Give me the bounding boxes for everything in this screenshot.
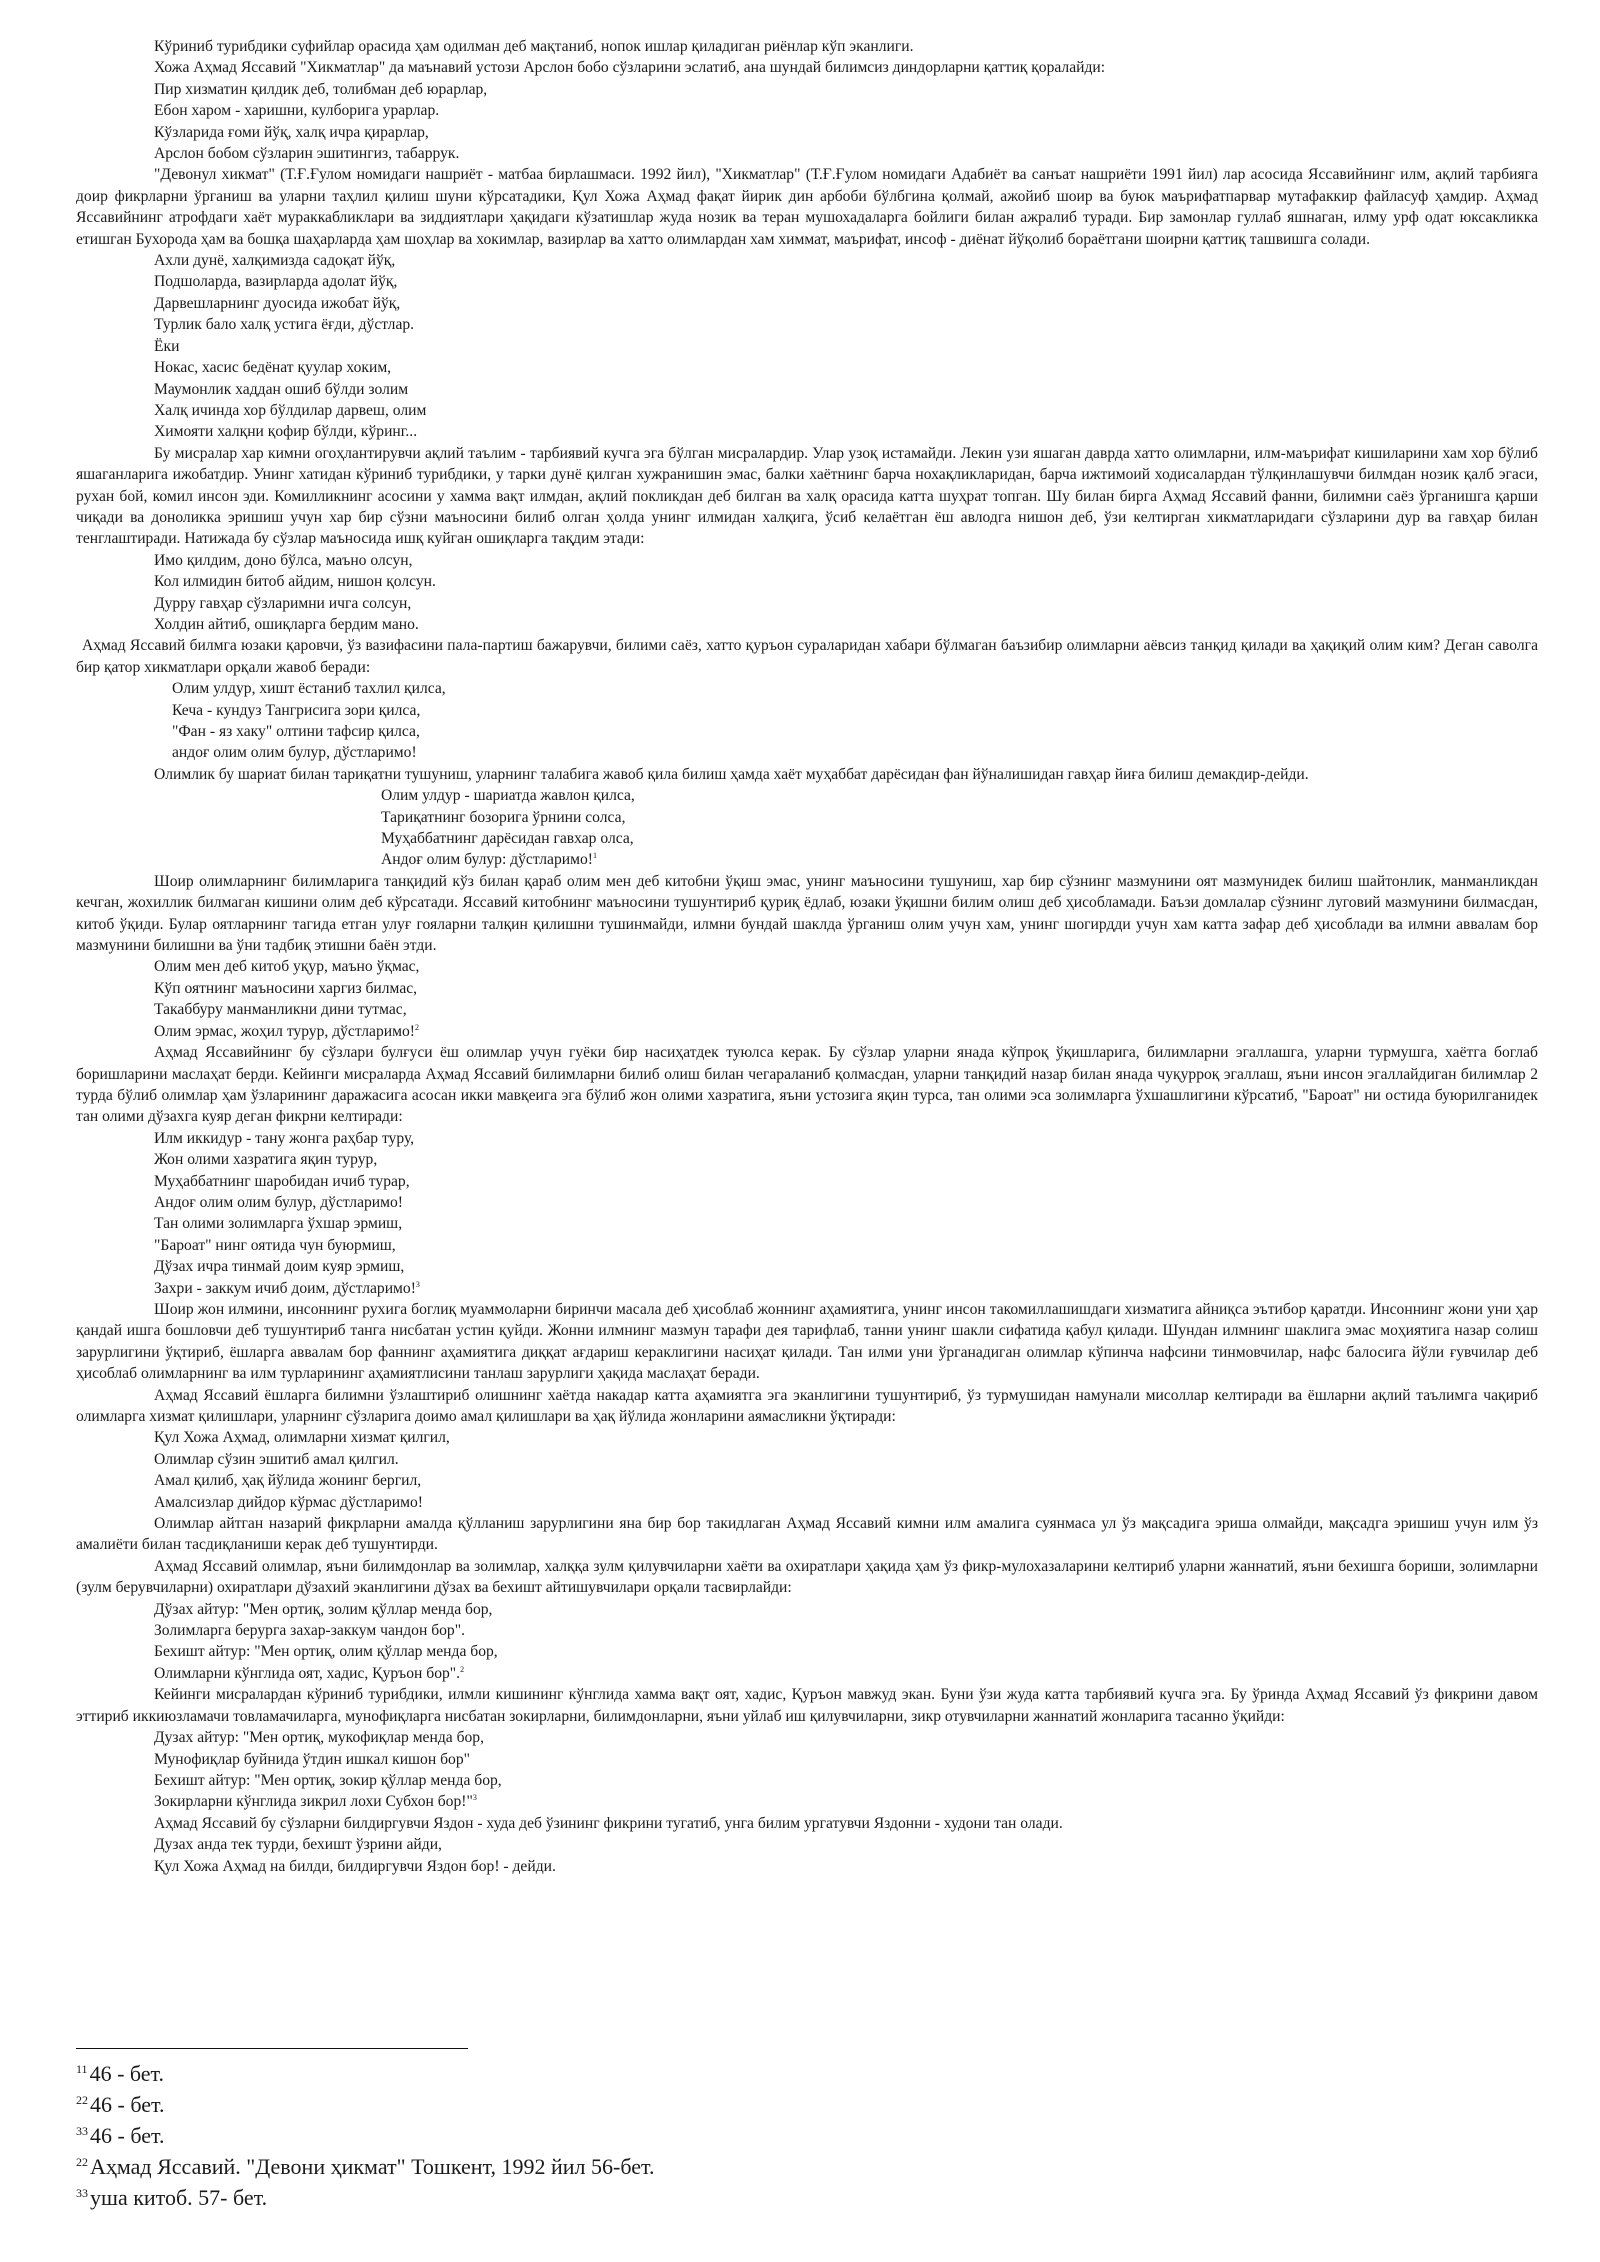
verse-line [154,1599,1538,1620]
footnote [76,2089,1076,2120]
verse-line [154,1171,1538,1192]
verse-line [154,314,1538,335]
verse-line-text: Қул Хожа Аҳмад на билди, билдиргувчи Яздон бор! - дейди. [154,1857,556,1875]
verse-line-text: Ебон харом - харишни, кулборига урарлар. [154,102,440,120]
verse-line [154,293,1538,314]
verse-line-text: Жон олими хазратига яқин турур, [154,1151,378,1169]
verse-line [154,79,1538,100]
verse-line [154,1470,1538,1491]
paragraph: Хожа Аҳмад Яссавий "Хикматлар" да маънавий устози Арслон бобо сўзларини эслатиб, ана шундай билимсиз диндорларни қаттиқ қоралайди: [154,59,1106,77]
verse-line-text: Дурру гавҳар сўзларимни ичга солсун, [154,594,412,612]
verse-line-text: Қул Хожа Аҳмад, олимларни хизмат қилгил, [154,1429,450,1447]
paragraph: Аҳмад Яссавий бу сўзларни билдиргувчи Яздон - худа деб ўзининг фикрини тугатиб, унга билим ургатувчи Яздонни - худони тан олади. [154,1814,1063,1832]
paragraph: Шоир жон илмини, инсоннинг рухига боглиқ муаммоларни биринчи масала деб ҳисоблаб жоннинг аҳамиятига, унинг инсон такомиллашишдаги хизматига айниқса эътибор қаратди. Инсоннинг жони уни ҳар қандай ишга бошловчи деб тушунтириб танга нисбатан устин қуйди. Жонни илмнинг мазмун тарафи дея тарифлаб, танни унинг шакли сифатида қабул қилади. Шундан илмнинг шаклига эмас моҳиятига назар солиш зарурлигини ўқтириб, ёшларга аввалам бор фаннинг аҳамиятига диққат ағдариш кераклигини насиҳат қилади. Тан илми уни ўрганадиган олимлар кўпинча нафсини тинмовчилар, нафс балосига йўли ғувчилар деб ҳисоблаб олимларнинг ва илм турларининг аҳамиятлисини танлаш зарурлиги ҳақида маслаҳат беради. [76,1300,1538,1383]
verse-line [154,1663,1538,1684]
verse-block [76,1128,1538,1299]
footnote [76,2182,1076,2213]
verse-line [154,1149,1538,1170]
paragraph: Олимлик бу шариат билан тариқатни тушуниш, уларнинг талабига жавоб қила билиш ҳамда хаёт муҳаббат дарёсидан фан йўналишидан гавҳар йиға билиш демакдир-дейди. [154,765,1309,783]
verse-line-text: Ёки [154,337,180,355]
verse-block [76,1727,1538,1813]
paragraph: Аҳмад Яссавий ёшларга билимни ўзлаштириб олишнинг хаётда накадар катта аҳамиятга эга эканлигини тушунтириб, ўз турмушидан намунали мисоллар келтиради ва ёшларни ақлий таълимга чақириб олимларга хизмат қилишлари, уларнинг сўзларига доимо амал қилишлари ва ҳақ йўлида жонларини аямасликни ўқтиради: [76,1386,1538,1425]
verse-line-text: Андоғ олим булур: дўстларимо! [381,851,593,869]
paragraph: Кейинги мисралардан кўриниб турибдики, илмли кишининг кўнглида хамма вақт оят, хадис, Қуръон мавжуд экан. Буни ўзи жуда катта тарбиявий кучга эга. Бу ўринда Аҳмад Яссавий ўз фикрини давом эттириб иккиюзламачи товламачиларга, мунофиқларга нисбатан зокирларни, билимдонларни, яъни уйлаб иш қилувчиларни, зикр отувчиларни жаннатий жонларига тасанно ўқийди: [76,1686,1538,1725]
verse-line-text: андоғ олим олим булур, дўстларимо! [172,744,417,762]
footnote-ref[interactable]: 2 [460,1664,465,1674]
footnote [76,2151,1076,2182]
verse-line-text: Дузах анда тек турди, бехишт ўзрини айди, [154,1836,442,1854]
verse-line-text: Олим улдур - шариатда жавлон қилса, [381,787,635,805]
verse-line [381,785,1538,806]
verse-line [154,1492,1538,1513]
verse-line-text: Химояти халқни қофир бўлди, кўринг... [154,423,418,441]
verse-line [154,1834,1538,1855]
verse-line-text: Кўп оятнинг маъносини харгиз билмас, [154,979,418,997]
footnote-text: Аҳмад Яссавий. "Девони ҳикмат" Тошкент, 1992 йил 56-бет. [90,2154,655,2179]
verse-line [154,1427,1538,1448]
verse-line [172,721,1538,742]
verse-line [154,1021,1538,1042]
verse-line [172,678,1538,699]
verse-line-text: Имо қилдим, доно бўлса, маъно олсун, [154,551,413,569]
verse-line-text: Турлик бало халқ устига ёғди, дўстлар. [154,316,415,334]
verse-line-text: Кўзларида ғоми йўқ, халқ ичра қирарлар, [154,123,429,141]
verse-line [154,593,1538,614]
verse-block [76,250,1538,443]
verse-line-text: Илм иккидур - тану жонга раҳбар туру, [154,1129,415,1147]
verse-block [76,1427,1538,1513]
verse-line [154,1749,1538,1770]
verse-line-text: Маумонлик хаддан ошиб бўлди золим [154,380,409,398]
verse-line [154,400,1538,421]
footnote-ref[interactable]: 1 [592,851,597,861]
verse-line-text: Такаббуру манманликни дини тутмас, [154,1001,407,1019]
verse-block [76,1834,1538,1877]
paragraph: Бу мисралар хар кимни огоҳлантирувчи ақлий таълим - тарбиявий кучга эга бўлган мисралардир. Улар узоқ истамайди. Лекин узи яшаган даврда хатто олимларни, илм-маърифат кишиларини хам хор бўлиб яшаганларига ижобатдир. Унинг хатидан кўриниб турибдики, у тарки дунё қилган хужранишин эмас, балки хаётнинг барча нохақликларидан, барча ижтимоий ходисалардан тўлқинлашувчи билмдан нозик қалб эгаси, рухан бой, комил инсон эди. Комилликнинг асосини у хамма вақт илмдан, ақлий покликдан деб билган ва халқ орасида катта шуҳрат топган. Шу билан бирга Аҳмад Яссавий фанни, билимни саёз ўрганишга қарши чиқади ва доноликка эришиш учун хар бир сўзни маъносини билиб олган ҳолда унинг илмидан халқига, ўсиб келаётган ёш авлодга нишон деб, ўзи келтирган хикматларидаги сўзларини дур ва гавҳар билан тенглаштиради. Натижада бу сўзлар маъносида ишқ куйган ошиқларга тақдим этади: [76,444,1538,548]
footnote [76,2058,1076,2089]
verse-line [381,828,1538,849]
verse-line-text: Бехишт айтур: "Мен ортиқ, зокир қўллар менда бор, [154,1771,502,1789]
verse-line [154,1235,1538,1256]
footnotes [76,2058,1076,2213]
verse-block [76,785,1538,871]
paragraph: Аҳмад Яссавий олимлар, яъни билимдонлар ва золимлар, халққа зулм қилувчиларни хаёти ва охиратлари ҳақида ҳам ўз фикр-мулохазаларини келтириб уларни жаннатий, яъни бехишга бориши, золимларни (зулм берувчиларни) охиратлари дўзахий эканлигини дўзах ва бехишт айтишувчилари орқали тасвирлайди: [76,1557,1538,1597]
footnote-mark: 22 [76,2154,88,2169]
verse-line [154,271,1538,292]
footnote-mark: 33 [76,2123,88,2138]
verse-line-text: Бехишт айтур: "Мен ортиқ, олим қўллар менда бор, [154,1643,498,1661]
verse-line-text: Дўзах ичра тинмай доим куяр эрмиш, [154,1258,405,1276]
verse-line-text: Пир хизматин қилдик деб, толибман деб юрарлар, [154,80,488,98]
verse-line [154,1856,1538,1877]
footnote-ref[interactable]: 3 [415,1279,420,1289]
verse-line-text: Олим улдур, хишт ёстаниб тахлил қилса, [172,680,446,698]
verse-line [154,100,1538,121]
verse-line [154,1213,1538,1234]
verse-line [154,978,1538,999]
verse-line-text: Дўзах айтур: "Мен ортиқ, золим қўллар менда бор, [154,1600,493,1618]
verse-block [76,550,1538,636]
verse-line [154,143,1538,164]
document-page [76,36,1538,1877]
verse-line [154,1641,1538,1662]
verse-line [154,250,1538,271]
verse-block [76,956,1538,1042]
footnote-text: 46 - бет. [90,2092,165,2117]
footnote-text: 46 - бет. [89,2061,165,2086]
verse-line [172,700,1538,721]
verse-line-text: Халқ ичинда хор бўлдилар дарвеш, олим [154,401,427,419]
verse-block [76,678,1538,764]
verse-line [154,1791,1538,1812]
verse-line [154,614,1538,635]
footnote-separator [76,2048,468,2049]
paragraph: Шоир олимларнинг билимларига танқидий кўз билан қараб олим мен деб китобни ўқиш эмас, унинг маъносини тушуниш, хар бир сўзнинг мазмунини оят мазмунидек билиш шайтонлик, манманликдан кечган, жохиллик билмаган кишини олим деб кўрсатади. Яссавий китобнинг маъносини тушунтириб қуриқ ёдлаб, юзаки ўқишни билим олиш деб ҳисобламади. Баъзи домлалар сўзнинг луговий мазмунини билмасдан, китоб ўқиди. Булар оятларнинг тагида етган улуғ гояларни талқин қилишни тушинмайди, илмни бундай шаклда ўрганиш олим учун хам, унинг шогирдди учун хам катта зафар деб ҳисоблади ва илмни аввалам бор мазмунини билишни ва ўни тадбиқ этишни баён этди. [76,872,1538,955]
verse-line [154,956,1538,977]
verse-line [154,1770,1538,1791]
verse-line [154,336,1538,357]
verse-line-text: "Бароат" нинг оятида чун буюрмиш, [154,1236,396,1254]
verse-line [154,1278,1538,1299]
verse-line-text: Кол илмидин битоб айдим, нишон қолсун. [154,573,436,591]
verse-line [154,379,1538,400]
verse-line-text: Дузах айтур: "Мен ортиқ, мукофиқлар менда бор, [154,1729,485,1747]
verse-line [154,421,1538,442]
footnote-text: уша китоб. 57- бет. [90,2185,268,2210]
verse-line-text: Олим мен деб китоб уқур, маъно ўқмас, [154,958,420,976]
verse-line [154,357,1538,378]
verse-line-text: Андоғ олим олим булур, дўстларимо! [154,1193,404,1211]
verse-line [154,1256,1538,1277]
verse-line-text: Ахли дунё, халқимизда садоқат йўқ, [154,252,396,270]
verse-line-text: Дарвешларнинг дуосида ижобат йўқ, [154,294,401,312]
verse-line [154,999,1538,1020]
verse-line [154,1449,1538,1470]
footnote-ref[interactable]: 2 [414,1022,419,1032]
footnote-mark: 11 [76,2061,88,2076]
footnote-ref[interactable]: 3 [472,1793,477,1803]
verse-line-text: Кеча - кундуз Тангрисига зори қилса, [172,701,421,719]
verse-block [76,1599,1538,1685]
verse-line [381,849,1538,870]
verse-line-text: Подшоларда, вазирларда адолат йўқ, [154,273,398,291]
verse-line-text: Тариқатнинг бозорига ўрнини солса, [381,808,626,826]
verse-line [154,1192,1538,1213]
paragraph: Аҳмад Яссавийнинг бу сўзлари булғуси ёш олимлар учун гуёки бир насиҳатдек туюлса керак. Бу сўзлар уларни янада кўпроқ ўқишларига, билимларни эгаллашга, уларни турмушга, хаётга боглаб боришларини маслаҳат берди. Кейинги мисраларда Аҳмад Яссавий билимларни билиб олиш билан чегараланиб қолмасдан, уларни танқидий назар билан янада чуқурроқ эгаллаш, яъни инсон эгаллайдиган билимлар 2 турда бўлиб олимлар ҳам ўзларининг даражасига асосан икки мавқеига эга бўлиб жон олими хазратига, яъни устозига яқин турса, тан олими эса золимларга ўхшашлигини кўрсатиб, "Бароат" ни остида буюрилганидек тан олими дўзахга куяр деган фикрни келтиради: [76,1044,1538,1126]
verse-line-text: Амалсизлар дийдор кўрмас дўстларимо! [154,1493,423,1511]
footnote-mark: 33 [76,2185,88,2200]
verse-line [154,550,1538,571]
verse-line [154,1727,1538,1748]
verse-line-text: Арслон бобом сўзларин эшитингиз, табаррук. [154,145,460,163]
verse-block [76,79,1538,165]
verse-line-text: Нокас, хасис бедёнат қуулар хоким, [154,359,392,377]
footnote-mark: 22 [76,2092,88,2107]
verse-line-text: Захри - заккум ичиб доим, дўстларимо! [154,1279,416,1297]
verse-line [154,571,1538,592]
verse-line-text: Муҳаббатнинг дарёсидан гавхар олса, [381,830,634,848]
verse-line-text: Амал қилиб, ҳақ йўлида жонинг бергил, [154,1472,422,1490]
verse-line [381,807,1538,828]
verse-line [154,122,1538,143]
verse-line-text: Тан олими золимларга ўхшар эрмиш, [154,1215,403,1233]
verse-line-text: Зокирларни кўнглида зикрил лохи Субхон бор!" [154,1793,473,1811]
verse-line-text: Муҳаббатнинг шаробидан ичиб турар, [154,1172,410,1190]
verse-line-text: Холдин айтиб, ошиқларга бердим мано. [154,615,419,633]
verse-line-text: Олим эрмас, жоҳил турур, дўстларимо! [154,1022,415,1040]
footnote [76,2120,1076,2151]
paragraph: Аҳмад Яссавий билмга юзаки қаровчи, ўз вазифасини пала-партиш бажарувчи, билими саёз, хатто қуръон сураларидан хабари бўлмаган баъзибир олимларни аёвсиз танқид қилади ва ҳақиқий олим ким? Деган саволга бир қатор хикматлари орқали жавоб беради: [76,637,1538,676]
verse-line-text: Золимларга берурга захар-заккум чандон бор". [154,1622,465,1640]
verse-line-text: Олимларни кўнглида оят, хадис, Қуръон бор". [154,1664,461,1682]
paragraph: Кўриниб турибдики суфийлар орасида ҳам одилман деб мақтаниб, нопок ишлар қиладиган риёнлар кўп эканлиги. [154,38,914,55]
verse-line-text: Олимлар сўзин эшитиб амал қилгил. [154,1450,399,1468]
footnote-text: 46 - бет. [90,2123,165,2148]
verse-line [154,1620,1538,1641]
verse-line [172,742,1538,763]
paragraph: "Девонул хикмат" (Т.Ғ.Ғулом номидаги нашриёт - матбаа бирлашмаси. 1992 йил), "Хикматлар" (Т.Ғ.Ғулом номидаги Адабиёт ва санъат нашриёти 1991 йил) лар асосида Яссавийнинг илм, ақлий тарбияга доир фикрларни ўрганиш ва уларни таҳлил қилиш шуни кўрсатадики, Қул Хожа Аҳмад фақат йирик дин арбоби бўлбгина қолмай, ажойиб шоир ва буюк маърифатпарвар мутафаккир файласуф ҳамдир. Аҳмад Яссавийнинг атрофдаги хаёт мураккабликлари ва зиддиятлари ҳақидаги кўзатишлар жуда нозик ва теран мушохадаларга бойлиги билан ажралиб туради. Бир замонлар гуллаб яшнаган, илму урф одат юксакликка етишган Бухорода ҳам ва бошқа шаҳарларда ҳам шоҳлар ва хокимлар, вазирлар ва хатто олимлардан хам химмат, маърифат, инсоф - диёнат йўқолиб бораётгани шоирни қаттиқ ташвишга солади. [76,166,1538,248]
paragraph: Олимлар айтган назарий фикрларни амалда қўлланиш зарурлигини яна бир бор такидлаган Аҳмад Яссавий кимни илм амалига суянмаса ул ўз мақсадига эриша олмайди, мақсадга эришиш учун илм ўз амалиёти билан тасдиқланиши керак деб тушунтирди. [76,1515,1538,1554]
verse-line-text: "Фан - яз хаку" олтини тафсир қилса, [172,723,420,740]
verse-line-text: Мунофиқлар буйнида ўтдин ишкал кишон бор" [154,1750,470,1768]
verse-line [154,1128,1538,1149]
